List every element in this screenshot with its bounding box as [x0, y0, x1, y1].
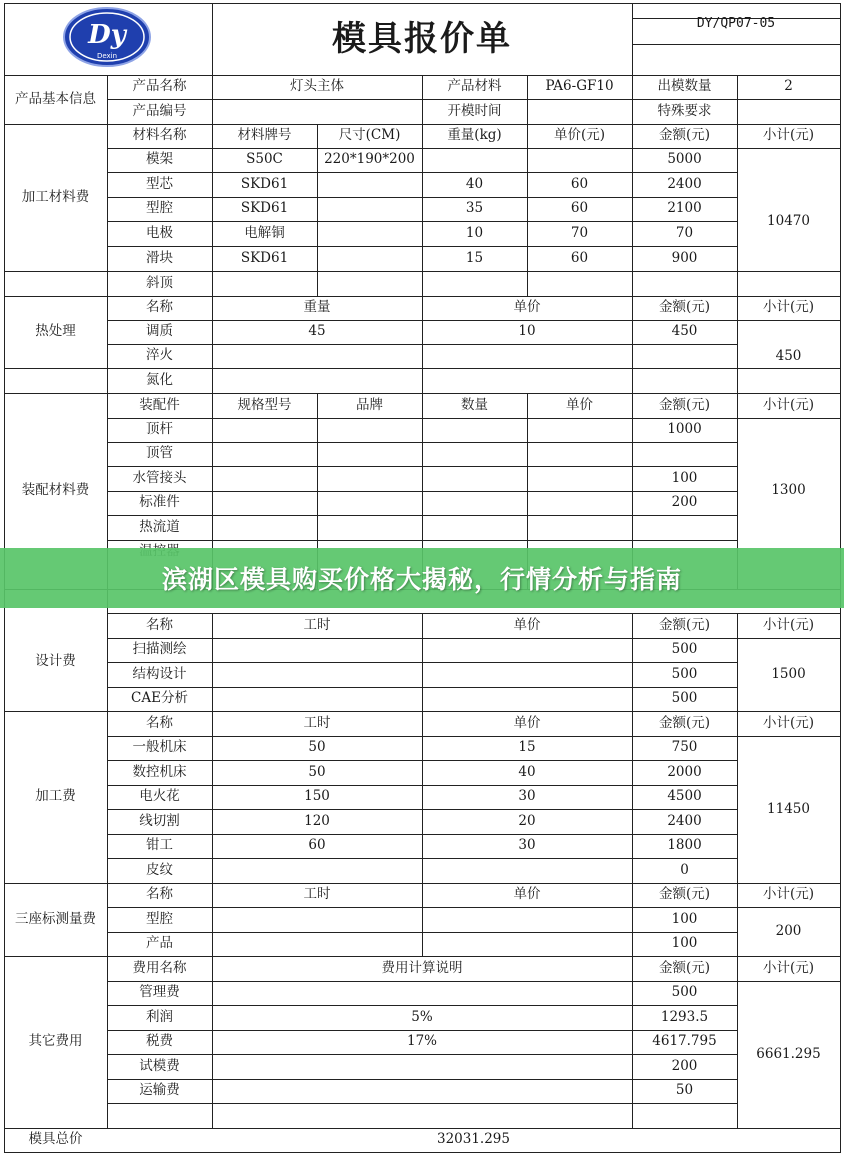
table-cell: 金额(元) — [658, 714, 711, 731]
table-cell: 20 — [518, 812, 536, 829]
table-cell: 1500 — [771, 665, 806, 682]
table-cell: 名称 — [146, 616, 173, 633]
table-cell: 产品名称 — [132, 78, 187, 95]
table-cell: 金额(元) — [658, 616, 711, 633]
table-cell: 型芯 — [146, 175, 173, 192]
table-cell: 单价 — [566, 396, 593, 413]
table-cell: 设计费 — [35, 653, 76, 670]
table-cell: 单价 — [513, 886, 541, 903]
grid-line-vertical — [212, 271, 213, 297]
table-cell: 150 — [304, 788, 330, 805]
table-cell: 金额(元) — [658, 299, 711, 316]
table-cell: 小计(元) — [762, 886, 815, 903]
table-cell: 500 — [671, 665, 698, 682]
table-cell: 2400 — [667, 812, 702, 829]
table-cell: 产品 — [146, 935, 173, 952]
table-cell: 工时 — [303, 714, 331, 731]
table-cell: 220*190*200 — [324, 151, 415, 168]
table-cell: 1000 — [667, 421, 702, 438]
page-title: 模具报价单 — [332, 19, 512, 59]
table-cell: 单价(元) — [553, 127, 606, 144]
table-cell: 结构设计 — [132, 665, 187, 682]
table-cell: 200 — [671, 494, 698, 511]
table-cell: 50 — [308, 763, 326, 780]
table-cell: 小计(元) — [762, 714, 815, 731]
grid-line-vertical — [527, 271, 528, 297]
table-cell: 5000 — [667, 151, 702, 168]
overlay-banner — [0, 548, 844, 608]
table-cell: 100 — [671, 469, 698, 486]
table-cell: 规格型号 — [237, 396, 292, 413]
table-cell: 2100 — [667, 200, 702, 217]
table-cell: 17% — [406, 1033, 437, 1050]
company-logo — [62, 6, 152, 68]
table-cell: 30 — [518, 837, 536, 854]
table-cell: 产品基本信息 — [15, 90, 96, 107]
table-cell: 重量(kg) — [447, 127, 502, 144]
table-cell: 装配材料费 — [21, 482, 90, 499]
table-cell: 水管接头 — [132, 469, 187, 486]
table-cell: 60 — [570, 249, 589, 266]
table-cell: 工时 — [303, 886, 331, 903]
table-cell: 小计(元) — [762, 299, 815, 316]
table-cell: 名称 — [146, 886, 173, 903]
table-cell: 小计(元) — [762, 616, 815, 633]
table-cell: 材料牌号 — [237, 127, 292, 144]
table-cell: 金额(元) — [658, 396, 711, 413]
table-cell: 灯头主体 — [290, 78, 344, 95]
table-cell: 产品材料 — [447, 78, 502, 95]
grid-line-vertical — [422, 368, 423, 394]
table-cell: 其它费用 — [28, 1033, 83, 1050]
table-cell: 10470 — [767, 213, 810, 230]
grid-line-horizontal — [107, 1103, 738, 1104]
grid-line-horizontal — [4, 1152, 841, 1153]
table-cell: 750 — [671, 739, 698, 756]
table-cell: 工时 — [303, 616, 331, 633]
table-cell: S50C — [246, 151, 283, 168]
table-cell: 管理费 — [139, 984, 180, 1001]
table-cell: 氮化 — [146, 371, 173, 388]
table-cell: 品牌 — [356, 396, 383, 413]
table-cell: 60 — [308, 837, 326, 854]
table-cell: 模架 — [146, 151, 173, 168]
table-cell: 利润 — [146, 1008, 173, 1025]
grid-line-vertical — [317, 271, 318, 297]
table-cell: 热处理 — [35, 323, 76, 340]
svg-text:Dexin: Dexin — [96, 52, 118, 60]
table-cell: 4617.795 — [652, 1033, 717, 1050]
table-cell: 2000 — [667, 763, 702, 780]
table-cell: 15 — [465, 249, 484, 266]
table-cell: SKD61 — [240, 249, 289, 266]
table-cell: 200 — [775, 922, 802, 939]
table-cell: 特殊要求 — [657, 102, 712, 119]
table-cell: 15 — [518, 739, 536, 756]
table-cell: 型腔 — [146, 200, 173, 217]
table-cell: 单价 — [513, 299, 541, 316]
document-code: DY/QP07-05 — [696, 16, 776, 31]
banner-text: 滨湖区模具购买价格大揭秘，行情分析与指南 — [161, 565, 682, 594]
table-cell: 模具总价 — [28, 1131, 83, 1148]
table-cell: 运输费 — [139, 1082, 180, 1099]
table-cell: 开模时间 — [447, 102, 502, 119]
table-cell: 50 — [308, 739, 326, 756]
table-cell: 小计(元) — [762, 127, 815, 144]
table-cell: 100 — [671, 910, 698, 927]
svg-text:Dy: Dy — [88, 20, 126, 50]
table-cell: 30 — [518, 788, 536, 805]
table-cell: 0 — [680, 861, 689, 878]
table-cell: 重量 — [303, 299, 331, 316]
table-cell: 1300 — [771, 482, 806, 499]
table-cell: 1293.5 — [660, 1008, 709, 1025]
table-cell: 10 — [465, 224, 484, 241]
table-cell: 电极 — [146, 224, 173, 241]
table-cell: 2 — [784, 78, 793, 95]
table-cell: 小计(元) — [762, 959, 815, 976]
table-cell: 32031.295 — [436, 1131, 510, 1148]
table-cell: 电解铜 — [244, 224, 285, 241]
grid-line-vertical — [212, 368, 213, 394]
table-cell: 10 — [518, 323, 536, 340]
table-cell: 40 — [465, 175, 484, 192]
grid-line-vertical — [422, 271, 423, 297]
table-cell: 2400 — [667, 175, 702, 192]
table-cell: 调质 — [146, 323, 173, 340]
table-cell: 试模费 — [139, 1057, 180, 1074]
table-cell: 皮纹 — [146, 861, 173, 878]
table-cell: 450 — [671, 323, 698, 340]
table-cell: 60 — [570, 175, 589, 192]
table-cell: 金额(元) — [658, 127, 711, 144]
table-cell: 加工材料费 — [21, 188, 90, 205]
table-cell: 金额(元) — [658, 886, 711, 903]
table-cell: 40 — [518, 763, 536, 780]
table-cell: SKD61 — [240, 200, 289, 217]
table-cell: 45 — [308, 323, 326, 340]
table-cell: 材料名称 — [132, 127, 187, 144]
table-cell: 费用名称 — [132, 959, 187, 976]
table-cell: 滑块 — [146, 249, 173, 266]
table-cell: 35 — [465, 200, 484, 217]
table-cell: 500 — [671, 984, 698, 1001]
table-cell: 小计(元) — [762, 396, 815, 413]
table-cell: 单价 — [513, 616, 541, 633]
table-cell: 顶杆 — [146, 421, 173, 438]
table-cell: 金额(元) — [658, 959, 711, 976]
grid-line-vertical — [632, 271, 633, 297]
table-cell: 450 — [775, 347, 802, 364]
grid-line-horizontal — [632, 44, 841, 45]
table-cell: 加工费 — [35, 788, 76, 805]
table-cell: 500 — [671, 690, 698, 707]
table-cell: 数控机床 — [132, 763, 187, 780]
table-cell: 5% — [411, 1008, 433, 1025]
table-cell: PA6-GF10 — [545, 78, 614, 95]
table-cell: 100 — [671, 935, 698, 952]
table-cell: 900 — [671, 249, 698, 266]
table-cell: 电火花 — [139, 788, 180, 805]
table-cell: 数量 — [461, 396, 488, 413]
table-cell: 顶管 — [146, 445, 173, 462]
table-cell: 70 — [675, 224, 694, 241]
table-cell: 斜顶 — [146, 274, 173, 291]
table-cell: 淬火 — [146, 347, 173, 364]
table-cell: 4500 — [667, 788, 702, 805]
table-cell: 名称 — [146, 299, 173, 316]
table-cell: 出模数量 — [657, 78, 712, 95]
table-cell: 费用计算说明 — [381, 959, 463, 976]
table-cell: 70 — [570, 224, 589, 241]
table-cell: 11450 — [767, 800, 810, 817]
table-cell: 热流道 — [139, 518, 180, 535]
table-cell: 单价 — [513, 714, 541, 731]
table-cell: 产品编号 — [132, 102, 187, 119]
table-cell: 120 — [304, 812, 330, 829]
table-cell: 型腔 — [146, 910, 173, 927]
table-cell: 三座标测量费 — [15, 910, 96, 927]
table-cell: 1800 — [667, 837, 702, 854]
table-cell: SKD61 — [240, 175, 289, 192]
table-cell: 线切割 — [139, 812, 180, 829]
table-cell: 尺寸(CM) — [338, 127, 401, 144]
table-cell: 200 — [671, 1057, 698, 1074]
table-cell: 50 — [675, 1082, 694, 1099]
table-cell: 60 — [570, 200, 589, 217]
table-cell: CAE分析 — [131, 690, 188, 707]
table-cell: 名称 — [146, 714, 173, 731]
table-cell: 税费 — [146, 1033, 173, 1050]
table-cell: 一般机床 — [132, 739, 187, 756]
table-cell: 标准件 — [139, 494, 180, 511]
table-cell: 6661.295 — [756, 1045, 821, 1062]
table-cell: 钳工 — [146, 837, 173, 854]
table-cell: 扫描测绘 — [132, 641, 187, 658]
table-cell: 500 — [671, 641, 698, 658]
grid-line-vertical — [632, 368, 633, 394]
table-cell: 装配件 — [139, 396, 180, 413]
